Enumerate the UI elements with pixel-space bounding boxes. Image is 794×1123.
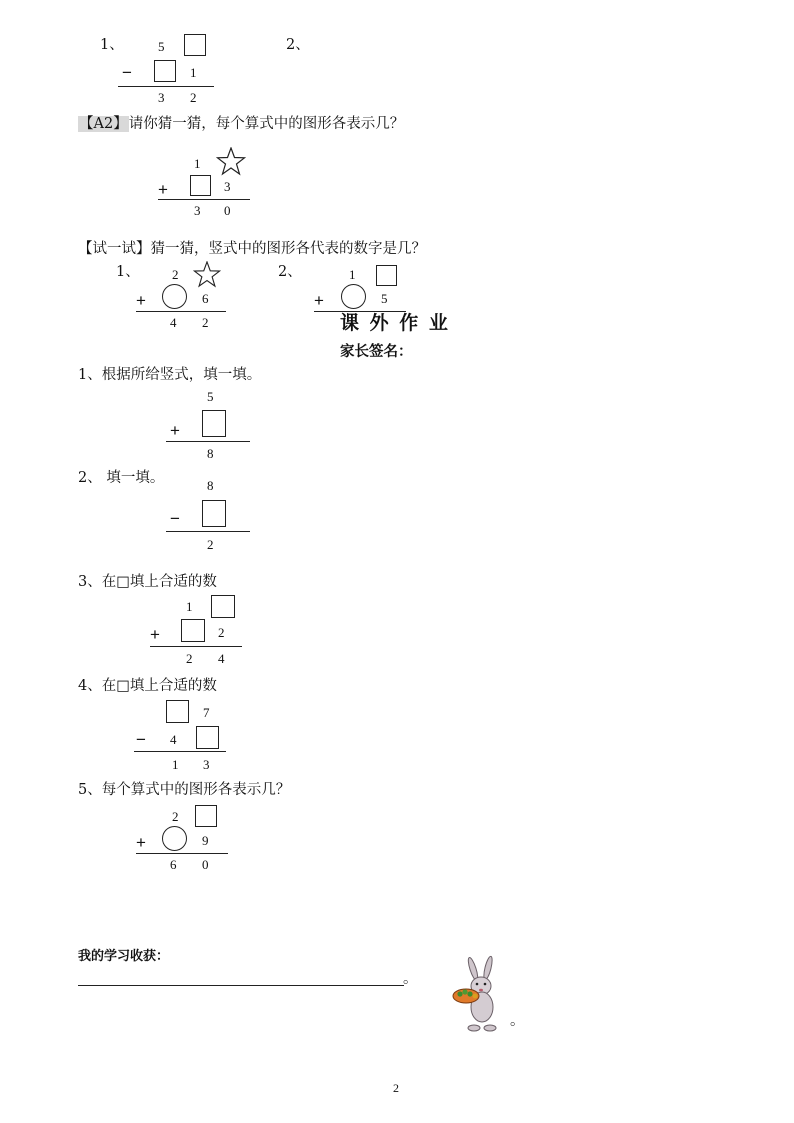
answer-box[interactable] xyxy=(376,265,397,286)
question-text: 1、根据所给竖式，填一填。 xyxy=(78,367,262,383)
answer-box[interactable] xyxy=(202,500,226,527)
digit: 2 xyxy=(172,267,179,282)
equation-line xyxy=(158,199,250,200)
answer-circle[interactable] xyxy=(341,284,366,309)
operator: − xyxy=(122,63,132,82)
answer-box[interactable] xyxy=(154,60,176,82)
operator: + xyxy=(136,291,146,310)
equation-line xyxy=(136,311,226,312)
answer-box[interactable] xyxy=(166,700,189,723)
digit: 3 xyxy=(203,757,210,772)
problem-number: 1、 xyxy=(100,37,124,53)
digit: 2 xyxy=(186,651,193,666)
homework-title: 课 外 作 业 xyxy=(340,312,450,334)
answer-box[interactable] xyxy=(202,410,226,437)
a2-text: 请你猜一猜，每个算式中的图形各表示几？ xyxy=(128,116,405,132)
digit: 4 xyxy=(170,732,177,747)
operator: + xyxy=(158,180,168,199)
answer-box[interactable] xyxy=(184,34,206,56)
answer-circle[interactable] xyxy=(162,284,187,309)
digit: 5 xyxy=(381,291,388,306)
question-text: 5、每个算式中的图形各表示几？ xyxy=(78,782,291,798)
digit: 2 xyxy=(172,809,179,824)
digit: 4 xyxy=(218,651,225,666)
answer-box[interactable] xyxy=(195,805,217,827)
digit: 3 xyxy=(158,90,165,105)
equation-line xyxy=(150,646,242,647)
digit: 2 xyxy=(202,315,209,330)
answer-box[interactable] xyxy=(211,595,235,618)
digit: 5 xyxy=(207,389,214,404)
period-mark: 。 xyxy=(510,1013,525,1029)
problem-number: 1、 xyxy=(116,264,140,280)
digit: 6 xyxy=(202,291,209,306)
equation-line xyxy=(166,531,250,532)
digit: 5 xyxy=(158,39,165,54)
parent-signature-label: 家长签名： xyxy=(340,343,413,360)
digit: 4 xyxy=(170,315,177,330)
section-heading: 【试一试】猜一猜，竖式中的图形各代表的数字是几？ xyxy=(78,241,426,257)
digit: 1 xyxy=(190,65,197,80)
answer-circle[interactable] xyxy=(162,826,187,851)
digit: 2 xyxy=(190,90,197,105)
operator: − xyxy=(136,730,146,749)
digit: 1 xyxy=(194,156,201,171)
harvest-underline[interactable] xyxy=(78,985,404,986)
operator: + xyxy=(314,291,324,310)
digit: 3 xyxy=(224,179,231,194)
a2-tag: 【A2】 xyxy=(79,116,128,132)
answer-box[interactable] xyxy=(196,726,219,749)
question-text: 3、在□填上合适的数 xyxy=(78,574,217,590)
equation-line xyxy=(136,853,228,854)
operator: − xyxy=(170,509,180,528)
page-number: 2 xyxy=(393,1081,399,1095)
digit: 7 xyxy=(203,705,210,720)
digit: 6 xyxy=(170,857,177,872)
equation-line xyxy=(166,441,250,442)
answer-box[interactable] xyxy=(190,175,211,196)
question-text: 4、在□填上合适的数 xyxy=(78,678,217,694)
digit: 1 xyxy=(186,599,193,614)
problem-number: 2、 xyxy=(278,264,302,280)
digit: 9 xyxy=(202,833,209,848)
operator: + xyxy=(170,421,180,440)
question-text: 2、 填一填。 xyxy=(78,470,165,486)
bunny-carrot-illustration xyxy=(446,954,512,1034)
digit: 0 xyxy=(202,857,209,872)
star-icon xyxy=(193,261,221,288)
operator: + xyxy=(136,833,146,852)
equation-line xyxy=(134,751,226,752)
digit: 8 xyxy=(207,446,214,461)
learning-harvest-label: 我的学习收获： xyxy=(78,949,170,964)
equation-line xyxy=(118,86,214,87)
digit: 3 xyxy=(194,203,201,218)
digit: 1 xyxy=(349,267,356,282)
period-mark: 。 xyxy=(403,971,418,987)
digit: 2 xyxy=(207,537,214,552)
digit: 8 xyxy=(207,478,214,493)
star-icon xyxy=(216,147,246,176)
operator: + xyxy=(150,625,160,644)
digit: 1 xyxy=(172,757,179,772)
answer-box[interactable] xyxy=(181,619,205,642)
digit: 2 xyxy=(218,625,225,640)
digit: 0 xyxy=(224,203,231,218)
section-heading xyxy=(78,117,404,132)
problem-number: 2、 xyxy=(286,37,310,53)
